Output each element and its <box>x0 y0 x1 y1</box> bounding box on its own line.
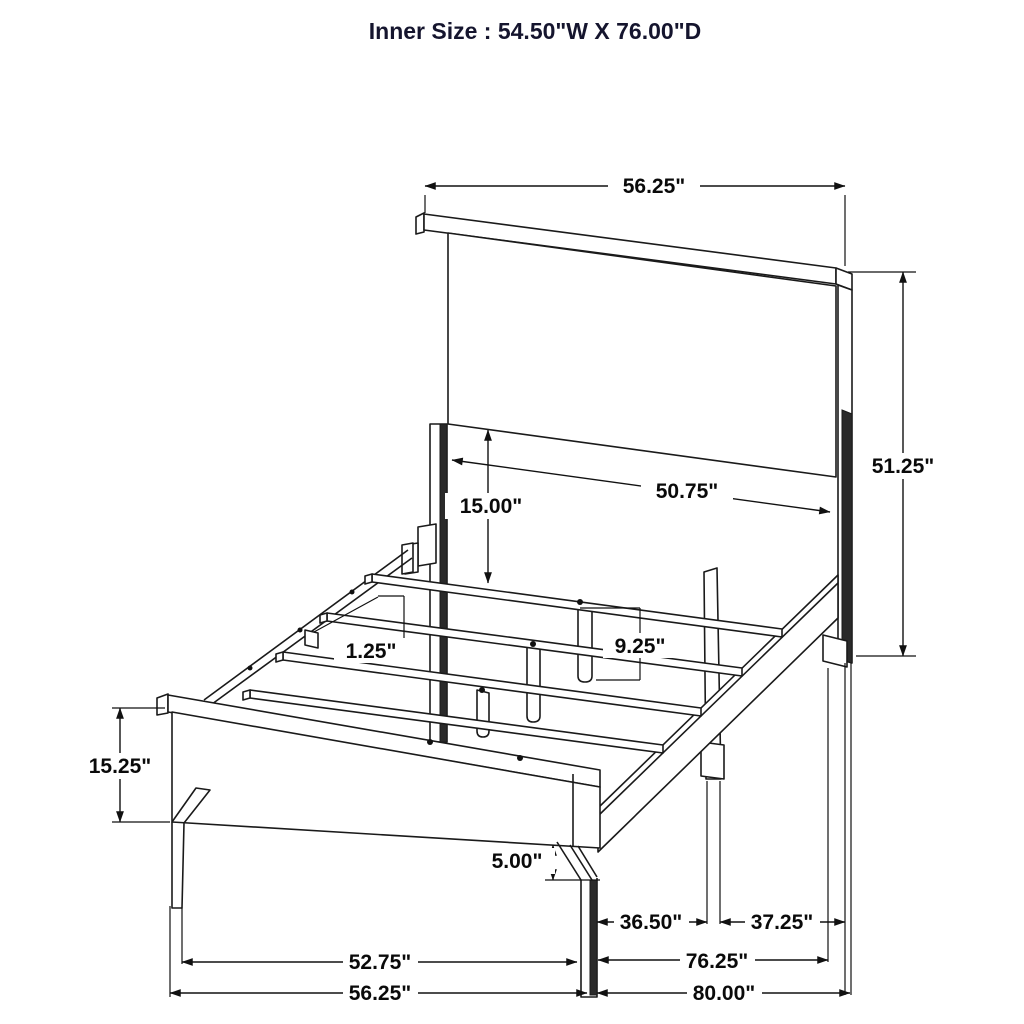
dim-outer-length: 80.00" <box>692 982 756 1005</box>
screw-dot <box>479 687 485 693</box>
center-leg-2 <box>527 645 540 722</box>
dim-headboard-height: 51.25" <box>871 455 935 478</box>
slat-4-end <box>243 690 250 700</box>
dim-leg-clearance: 5.00" <box>491 850 543 873</box>
dim-footboard-inner-width: 52.75" <box>348 951 412 974</box>
dim-inner-panel-width: 50.75" <box>655 480 719 503</box>
ext-line <box>170 906 182 997</box>
screw-dot <box>577 599 583 605</box>
slat-2-end <box>320 613 327 623</box>
screw-dot <box>427 739 433 745</box>
screw-dot <box>530 641 536 647</box>
dim-footboard-height: 15.25" <box>88 755 152 778</box>
screw-dot <box>517 755 523 761</box>
rail-hook-bracket <box>418 524 436 566</box>
page-title: Inner Size : 54.50"W X 76.00"D <box>368 18 702 44</box>
slat-thickness-block <box>305 630 318 648</box>
screw-dot <box>298 628 303 633</box>
dim-footboard-width: 56.25" <box>348 982 412 1005</box>
slat-3-end <box>276 652 283 662</box>
dim-headboard-width: 56.25" <box>622 175 686 198</box>
dim-inner-length: 76.25" <box>685 950 749 973</box>
dim-slat-thickness: 1.25" <box>345 640 397 663</box>
dim-front-span: 36.50" <box>619 911 683 934</box>
bracket-slot-lower <box>421 547 430 552</box>
footboard-cap-left-step <box>157 694 168 715</box>
screw-dot <box>350 590 355 595</box>
right-rail-bracket <box>823 635 847 667</box>
footboard-left-leg <box>172 822 184 908</box>
center-supports <box>477 603 592 737</box>
dim-rear-span: 37.25" <box>750 911 814 934</box>
dim-panel-to-slat: 15.00" <box>459 495 523 518</box>
screw-dot <box>248 666 253 671</box>
headboard-cap-left-step <box>416 213 424 234</box>
dim-center-leg-height: 9.25" <box>614 635 666 658</box>
footboard-right-leg-shade <box>590 880 597 995</box>
headboard-right-post-shade <box>842 410 852 663</box>
bracket-slot-upper <box>421 534 430 539</box>
center-leg-1 <box>578 603 592 682</box>
slat-1-end <box>365 574 372 584</box>
